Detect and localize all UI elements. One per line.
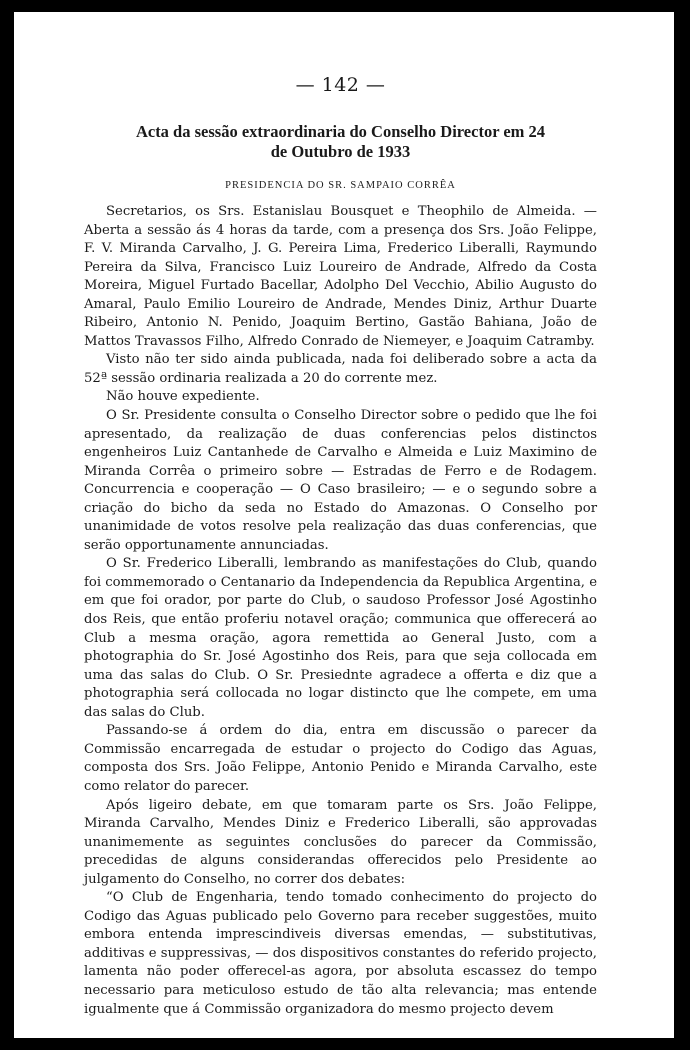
body-text bbox=[84, 203, 597, 1019]
document-page bbox=[14, 12, 674, 1038]
paragraph-conferences: O Sr. Presidente consulta o Conselho Director sobre o pedido que lhe foi apresentado, da realização de duas conferencias pelos distinctos engenheiros Luiz Cantanhede de Carvalho e Almeida e Luiz Maximino de Miranda Corrêa o primeiro sobre — Estradas de Ferro e de Rodagem. Concurrencia e cooperação — O Caso brasileiro; — e o segundo sobre a criação do bicho da seda no Estado do Amazonas. O Conselho por unanimidade de votos resolve pela realização das duas conferencias, que serão opportunamente annunciadas. bbox=[84, 408, 597, 553]
title-line-2: de Outubro de 1933 bbox=[270, 142, 411, 161]
paragraph-resolution: “O Club de Engenharia, tendo tomado conhecimento do projecto do Codigo das Aguas publicado pelo Governo para receber suggestões, muito embora entenda imprescindiveis diversas emendas, — substitutivas, additivas e suppressivas, — dos dispositivos constantes do referido projecto, lamenta não poder offerecel-as agora, por absoluta escassez do tempo necessario para meticuloso estudo de tão alta relevancia; mas entende igualmente que á Commissão organizadora do mesmo projecto devem bbox=[84, 890, 597, 1017]
page-content bbox=[84, 74, 597, 1019]
paragraph-liberalli: O Sr. Frederico Liberalli, lembrando as manifestações do Club, quando foi commemorado o Centanario da Independencia da Republica Argentina, e em que foi orador, por parte do Club, o saudoso Professor José Agostinho dos Reis, que então proferiu notavel oração; communica que offerecerá ao Club a mesma oração, agora remettida ao General Justo, com a photographia do Sr. José Agostinho dos Reis, para que seja collocada em uma das salas do Club. O Sr. Presiednte agradece a offerta e diz que a photographia será collocada no logar distincto que lhe compete, em uma das salas do Club. bbox=[84, 556, 597, 720]
page-number: — 142 — bbox=[295, 74, 386, 96]
paragraph-debate: Após ligeiro debate, em que tomaram parte os Srs. João Felippe, Miranda Carvalho, Mendes Diniz e Frederico Liberalli, são approvadas unanimemente as seguintes conclusões do parecer da Commissão, precedidas de alguns considerandas offerecidos pelo Presidente ao julgamento do Conselho, no correr dos debates: bbox=[84, 797, 597, 887]
title-line-1: Acta da sessão extraordinaria do Conselho Director em 24 bbox=[135, 122, 546, 141]
paragraph-minutes: Visto não ter sido ainda publicada, nada foi deliberado sobre a acta da 52ª sessão ordinaria realizada a 20 do corrente mez. bbox=[84, 352, 597, 386]
presidency-line: PRESIDENCIA DO SR. SAMPAIO CORRÊA bbox=[225, 180, 456, 191]
paragraph-expediente: Não houve expediente. bbox=[106, 389, 260, 405]
document-title bbox=[84, 122, 597, 162]
paragraph-order-of-day: Passando-se á ordem do dia, entra em discussão o parecer da Commissão encarregada de estudar o projecto do Codigo das Aguas, composta dos Srs. João Felippe, Antonio Penido e Miranda Carvalho, este como relator do parecer. bbox=[84, 723, 597, 794]
paragraph-attendance: Secretarios, os Srs. Estanislau Bousquet e Theophilo de Almeida. — Aberta a sessão ás 4 horas da tarde, com a presença dos Srs. João Felippe, F. V. Miranda Carvalho, J. G. Pereira Lima, Frederico Liberalli, Raymundo Pereira da Silva, Francisco Luiz Loureiro de Andrade, Alfredo da Costa Moreira, Miguel Furtado Bacellar, Adolpho Del Vecchio, Abilio Augusto do Amaral, Paulo Emilio Loureiro de Andrade, Mendes Diniz, Arthur Duarte Ribeiro, Antonio N. Penido, Joaquim Bertino, Gastão Bahiana, João de Mattos Travassos Filho, Alfredo Conrado de Niemeyer, e Joaquim Catramby. bbox=[84, 204, 597, 349]
